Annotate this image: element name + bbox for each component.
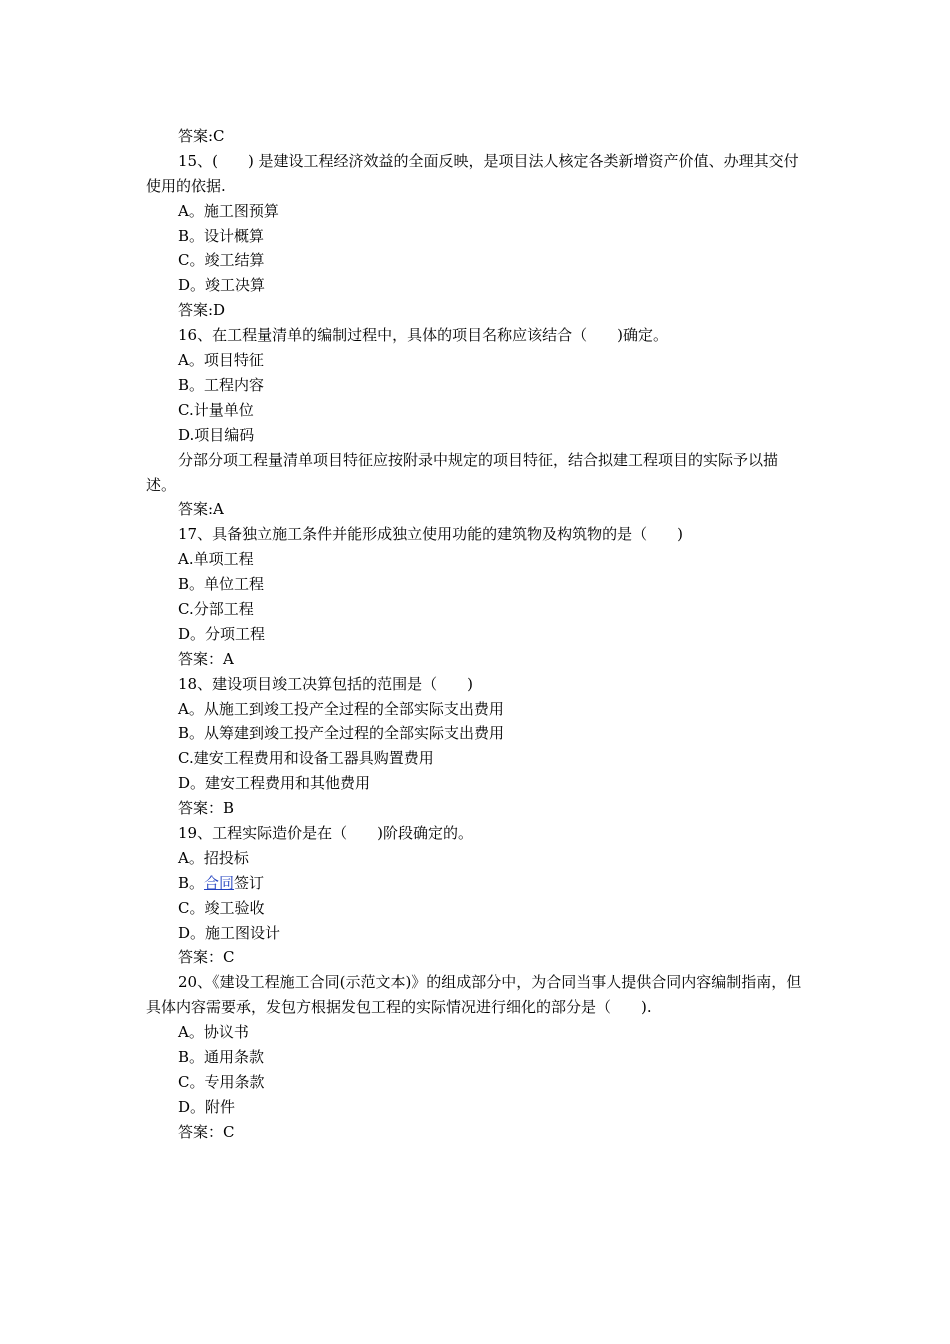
- answer-line: 答案:A: [178, 500, 224, 519]
- option-prefix: B。: [178, 873, 205, 892]
- option-line: C.计量单位: [178, 400, 254, 419]
- option-line: D.项目编码: [178, 425, 255, 444]
- question-18: 18、建设项目竣工决算包括的范围是（ ): [178, 674, 473, 693]
- option-line-with-link: [146, 871, 806, 896]
- answer-line: 答案:C: [178, 127, 225, 145]
- option-line: B。设计概算: [178, 226, 265, 245]
- option-line: D。施工图设计: [178, 923, 281, 942]
- answer-line: 答案：B: [178, 799, 235, 818]
- document-body: [146, 124, 806, 1145]
- option-line: C.建安工程费用和设备工器具购置费用: [178, 749, 434, 768]
- option-line: B。通用条款: [178, 1048, 265, 1067]
- option-line: C。竣工验收: [178, 898, 265, 917]
- contract-link[interactable]: 合同: [204, 873, 235, 892]
- option-line: A。项目特征: [178, 351, 264, 370]
- option-line: A。招投标: [178, 848, 249, 867]
- explanation-16: 分部分项工程量清单项目特征应按附录中规定的项目特征，结合拟建工程项目的实际予以描述。: [146, 450, 779, 494]
- option-line: B。单位工程: [178, 575, 265, 594]
- option-line: D。建安工程费用和其他费用: [178, 774, 371, 793]
- option-line: A。施工图预算: [178, 201, 279, 220]
- option-line: D。竣工决算: [178, 276, 266, 295]
- option-line: D。分项工程: [178, 624, 266, 643]
- option-line: A。协议书: [178, 1023, 249, 1042]
- option-line: B。工程内容: [178, 375, 265, 394]
- question-17: 17、具备独立施工条件并能形成独立使用功能的建筑物及构筑物的是（ ): [178, 525, 683, 544]
- option-line: C。专用条款: [178, 1072, 265, 1091]
- answer-line: 答案：C: [178, 1122, 235, 1141]
- question-15: 15、( ) 是建设工程经济效益的全面反映，是项目法人核定各类新增资产价值、办理其交付使用的依据.: [146, 151, 799, 195]
- question-16: 16、在工程量清单的编制过程中，具体的项目名称应该结合（ )确定。: [178, 326, 668, 345]
- option-line: D。附件: [178, 1097, 236, 1116]
- option-line: B。从筹建到竣工投产全过程的全部实际支出费用: [178, 724, 505, 743]
- option-line: A.单项工程: [178, 550, 254, 569]
- option-line: C。竣工结算: [178, 251, 265, 270]
- question-20: 20、《建设工程施工合同(示范文本)》的组成部分中，为合同当事人提供合同内容编制指南，但具体内容需要承，发包方根据发包工程的实际情况进行细化的部分是（ ).: [146, 973, 802, 1017]
- option-line: A。从施工到竣工投产全过程的全部实际支出费用: [178, 699, 504, 718]
- answer-line: 答案：A: [178, 649, 234, 668]
- option-line: C.分部工程: [178, 599, 254, 618]
- question-19: 19、工程实际造价是在（ )阶段确定的。: [178, 824, 473, 842]
- answer-line: 答案:D: [178, 301, 226, 320]
- option-suffix: 签订: [234, 873, 265, 892]
- answer-line: 答案：C: [178, 948, 235, 967]
